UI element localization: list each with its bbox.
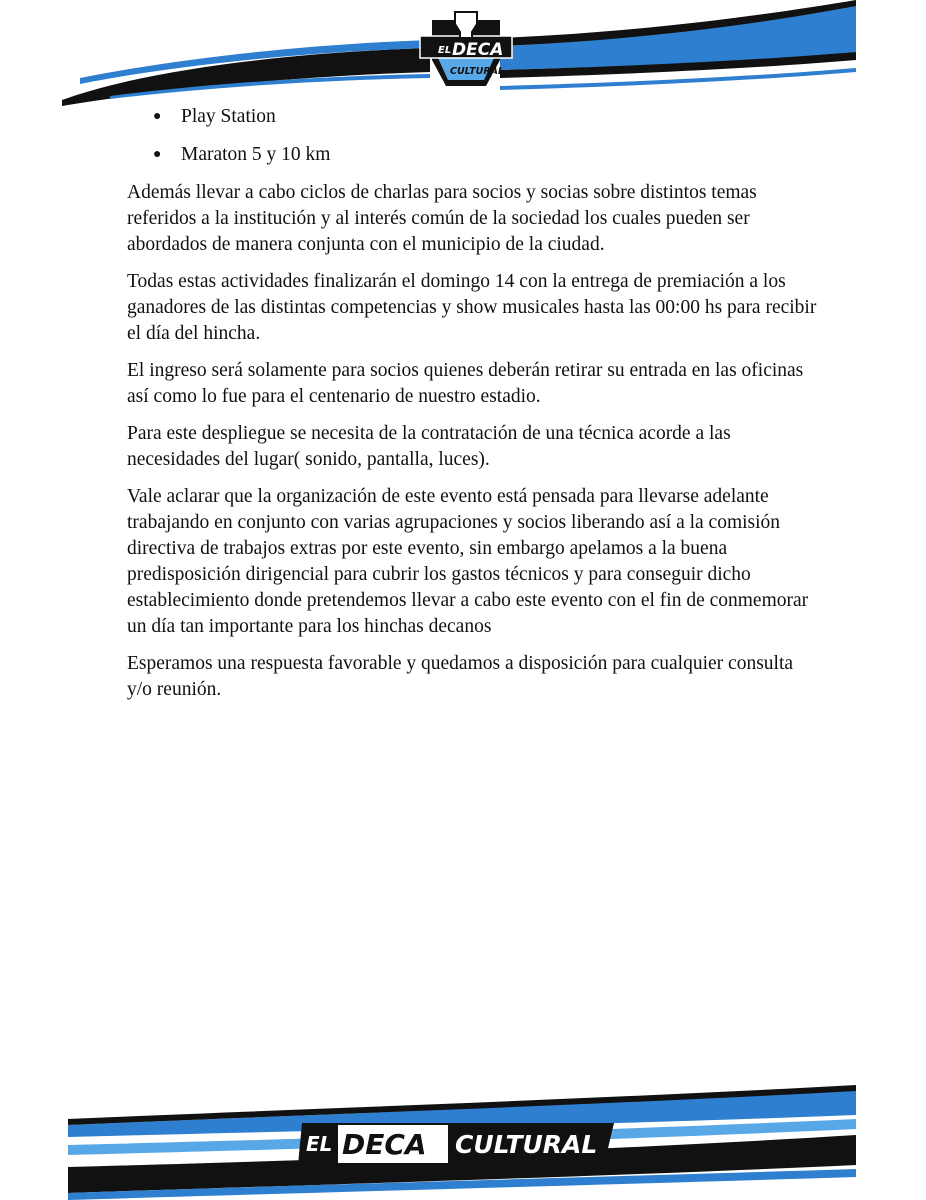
- paragraph-cierre: Esperamos una respuesta favorable y quedamos a disposición para cualquier consulta y/o reunión.: [127, 653, 794, 700]
- paragraph-charlas: Además llevar a cabo ciclos de charlas para socios y socias sobre distintos temas referidos a la institución y al interés común de la sociedad los cuales pueden ser abordados de manera conjunta con el municipio de la ciudad.: [127, 182, 757, 255]
- logo-el: EL: [438, 45, 452, 56]
- document-body: [127, 104, 817, 714]
- footer-logo-el: EL: [306, 1132, 333, 1156]
- paragraph-ingreso: El ingreso será solamente para socios quienes deberán retirar su entrada en las oficinas así como lo fue para el centenario de nuestro estadio.: [127, 360, 804, 407]
- activity-list: [127, 104, 817, 168]
- list-item: [127, 104, 817, 130]
- paragraph-despliegue: Para este despliegue se necesita de la contratación de una técnica acorde a las necesidades del lugar( sonido, pantalla, luces).: [127, 423, 731, 470]
- list-item: [127, 142, 817, 168]
- header-logo: [420, 12, 512, 86]
- list-item-text: Maraton 5 y 10 km: [181, 144, 331, 165]
- header-banner: [0, 0, 926, 110]
- paragraph-organizacion: Vale aclarar que la organización de este evento está pensada para llevarse adelante trabajando en conjunto con varias agrupaciones y socios liberando así a la comisión directiva de trabajos extras por este evento, sin embargo apelamos a la buena predisposición dirigencial para cubrir los gastos técnicos y para conseguir dicho establecimiento donde pretendemos llevar a cabo este evento con el fin de conmemorar un día tan importante para los hinchas decanos: [127, 486, 809, 637]
- bullet-dot: ●: [153, 109, 162, 124]
- bullet-dot: ●: [153, 147, 162, 162]
- logo-cultural: CULTURAL: [450, 66, 505, 77]
- logo-deca: DECA: [452, 40, 504, 60]
- list-item-text: Play Station: [181, 106, 276, 127]
- footer-logo-cultural: CULTURAL: [455, 1130, 598, 1159]
- paragraph-actividades: Todas estas actividades finalizarán el domingo 14 con la entrega de premiación a los ganadores de las distintas competencias y show musicales hasta las 00:00 hs para recibir el día del hincha.: [127, 271, 817, 344]
- footer-banner: [0, 1085, 926, 1200]
- footer-logo: [298, 1123, 614, 1165]
- footer-logo-deca: DECA: [342, 1128, 427, 1161]
